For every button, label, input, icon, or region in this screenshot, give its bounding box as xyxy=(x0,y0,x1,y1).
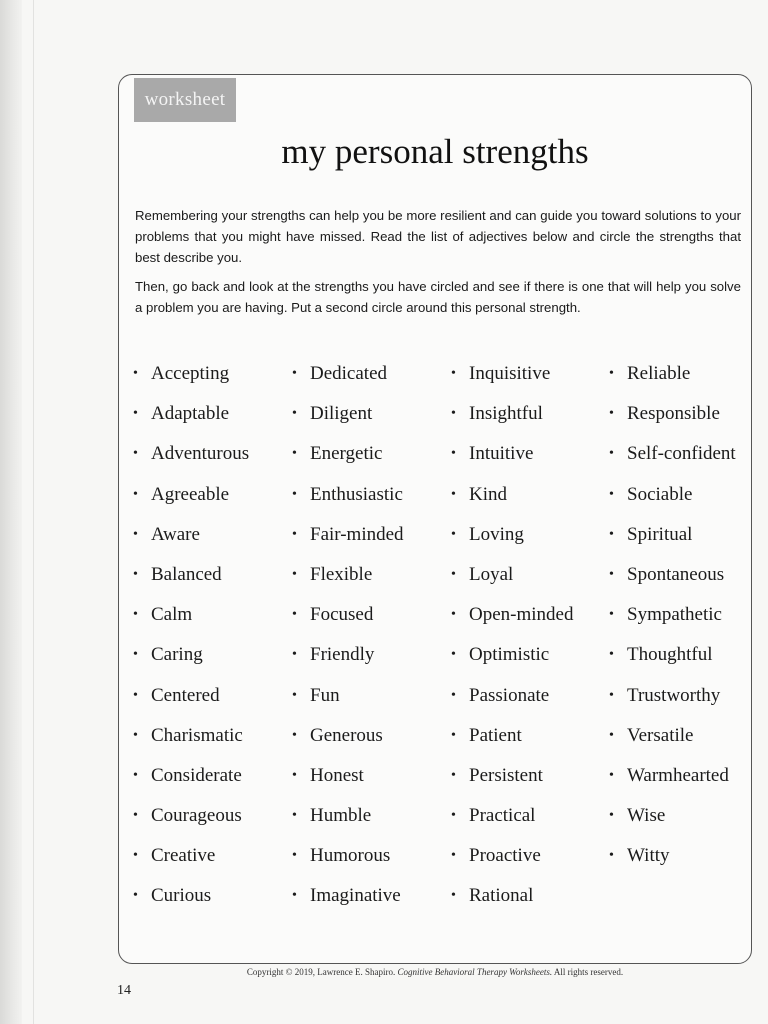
bullet-icon: • xyxy=(292,727,297,743)
strength-item xyxy=(292,682,452,722)
strength-item xyxy=(292,882,452,922)
strength-item xyxy=(451,521,611,561)
strength-label: Humble xyxy=(310,805,372,827)
bullet-icon: • xyxy=(609,607,614,623)
bullet-icon: • xyxy=(133,848,138,864)
bullet-icon: • xyxy=(451,727,456,743)
strength-item xyxy=(609,561,768,601)
strength-item xyxy=(133,561,293,601)
bullet-icon: • xyxy=(133,767,138,783)
strength-item xyxy=(451,601,611,641)
strengths-column-1 xyxy=(133,360,293,923)
bullet-icon: • xyxy=(133,647,138,663)
strength-item xyxy=(133,481,293,521)
strength-label: Humorous xyxy=(310,845,391,867)
bullet-icon: • xyxy=(451,366,456,381)
strength-item xyxy=(609,440,768,480)
strength-label: Warmhearted xyxy=(627,764,729,786)
strength-label: Persistent xyxy=(469,764,543,786)
bullet-icon: • xyxy=(133,406,138,422)
strength-label: Friendly xyxy=(310,644,375,666)
strength-label: Accepting xyxy=(151,363,230,384)
strength-label: Wise xyxy=(627,805,666,827)
strength-item xyxy=(292,722,452,762)
instructions-paragraph-2: Then, go back and look at the strengths you have circled and see if there is one that will help you solve a problem you are having. Put a second circle around this personal strength. xyxy=(135,279,741,315)
strengths-column-2 xyxy=(292,360,452,923)
strength-item xyxy=(292,561,452,601)
bullet-icon: • xyxy=(609,446,614,462)
bullet-icon: • xyxy=(609,687,614,703)
strength-label: Passionate xyxy=(469,684,550,706)
strength-label: Practical xyxy=(469,805,536,827)
strength-item xyxy=(609,682,768,722)
strength-item xyxy=(451,762,611,802)
strength-label: Charismatic xyxy=(151,724,243,746)
strength-item xyxy=(133,360,293,400)
bullet-icon: • xyxy=(133,727,138,743)
strength-item xyxy=(292,481,452,521)
strength-label: Thoughtful xyxy=(627,644,713,666)
strength-item xyxy=(133,440,293,480)
copyright-prefix: Copyright © 2019, Lawrence E. Shapiro. xyxy=(246,967,398,977)
strength-item xyxy=(292,802,452,842)
strength-item xyxy=(451,400,611,440)
strength-item xyxy=(451,360,611,400)
strength-label: Agreeable xyxy=(151,483,230,505)
strength-label: Flexible xyxy=(310,563,373,585)
strength-label: Sociable xyxy=(627,483,693,505)
strength-label: Creative xyxy=(151,845,216,867)
strength-item xyxy=(133,722,293,762)
bullet-icon: • xyxy=(609,486,614,502)
bullet-icon: • xyxy=(451,446,456,462)
strength-label: Insightful xyxy=(469,403,543,425)
worksheet-tag: worksheet xyxy=(134,78,236,122)
bullet-icon: • xyxy=(292,526,297,542)
bullet-icon: • xyxy=(451,566,456,582)
strength-label: Open-minded xyxy=(469,604,574,626)
bullet-icon: • xyxy=(133,607,138,623)
strength-label: Generous xyxy=(310,724,383,746)
instructions-paragraph-1: Remembering your strengths can help you be more resilient and can guide you toward solutions to your problems that you might have missed. Read the list of adjectives below and circle the strengths that best describe you. xyxy=(135,208,741,265)
strength-item xyxy=(609,802,768,842)
copyright-footer xyxy=(118,967,752,977)
strength-label: Optimistic xyxy=(469,644,550,666)
strength-label: Witty xyxy=(627,845,670,867)
strength-item xyxy=(133,762,293,802)
strength-item xyxy=(133,641,293,681)
strength-label: Loving xyxy=(469,523,524,545)
bullet-icon: • xyxy=(609,767,614,783)
bullet-icon: • xyxy=(292,767,297,783)
strengths-column-4 xyxy=(609,360,768,882)
strength-label: Spiritual xyxy=(627,523,693,545)
bullet-icon: • xyxy=(133,446,138,462)
strength-item xyxy=(133,842,293,882)
bullet-icon: • xyxy=(451,486,456,502)
bullet-icon: • xyxy=(451,526,456,542)
strength-item xyxy=(451,481,611,521)
bullet-icon: • xyxy=(292,486,297,502)
bullet-icon: • xyxy=(292,446,297,462)
strength-label: Balanced xyxy=(151,563,222,585)
strength-label: Energetic xyxy=(310,443,383,465)
strength-item xyxy=(292,521,452,561)
strength-item xyxy=(451,682,611,722)
strength-item xyxy=(609,722,768,762)
bullet-icon: • xyxy=(609,808,614,824)
strength-label: Proactive xyxy=(469,845,541,867)
bullet-icon: • xyxy=(609,727,614,743)
strength-label: Kind xyxy=(469,483,507,505)
bullet-icon: • xyxy=(609,526,614,542)
bullet-icon: • xyxy=(133,486,138,502)
strength-item xyxy=(609,641,768,681)
bullet-icon: • xyxy=(292,607,297,623)
bullet-icon: • xyxy=(292,566,297,582)
strength-label: Spontaneous xyxy=(627,563,725,585)
page-title: my personal strengths xyxy=(281,132,589,171)
bullet-icon: • xyxy=(133,526,138,542)
bullet-icon: • xyxy=(133,566,138,582)
strength-label: Sympathetic xyxy=(627,604,722,626)
bullet-icon: • xyxy=(292,808,297,824)
strength-label: Focused xyxy=(310,604,374,626)
bullet-icon: • xyxy=(451,848,456,864)
strength-label: Imaginative xyxy=(310,885,401,907)
bullet-icon: • xyxy=(292,888,297,904)
strength-label: Self-confident xyxy=(627,443,736,465)
strength-item xyxy=(133,802,293,842)
bullet-icon: • xyxy=(451,647,456,663)
strength-item xyxy=(292,842,452,882)
strength-item xyxy=(609,601,768,641)
bullet-icon: • xyxy=(609,566,614,582)
strength-item xyxy=(451,722,611,762)
bullet-icon: • xyxy=(451,406,456,422)
bullet-icon: • xyxy=(451,808,456,824)
bullet-icon: • xyxy=(292,848,297,864)
strength-item xyxy=(609,400,768,440)
strength-label: Adaptable xyxy=(151,403,230,425)
strength-label: Curious xyxy=(151,885,212,907)
bullet-icon: • xyxy=(451,607,456,623)
bullet-icon: • xyxy=(609,366,614,381)
bullet-icon: • xyxy=(609,848,614,864)
copyright-book-title: Cognitive Behavioral Therapy Worksheets. xyxy=(397,967,553,977)
strength-item xyxy=(609,521,768,561)
copyright-suffix: All rights reserved. xyxy=(552,967,624,977)
strength-label: Considerate xyxy=(151,764,242,786)
strength-label: Intuitive xyxy=(469,443,534,465)
bullet-icon: • xyxy=(292,406,297,422)
strength-label: Aware xyxy=(151,523,200,545)
strength-item xyxy=(609,842,768,882)
bullet-icon: • xyxy=(133,808,138,824)
strength-item xyxy=(292,601,452,641)
bullet-icon: • xyxy=(292,687,297,703)
bullet-icon: • xyxy=(451,687,456,703)
strength-item xyxy=(292,641,452,681)
strength-label: Enthusiastic xyxy=(310,483,403,505)
strength-label: Patient xyxy=(469,724,522,746)
strength-item xyxy=(451,440,611,480)
strength-label: Inquisitive xyxy=(469,363,551,384)
strength-item xyxy=(133,601,293,641)
strength-label: Fair-minded xyxy=(310,523,404,545)
strength-label: Rational xyxy=(469,885,534,907)
strength-label: Calm xyxy=(151,604,193,626)
strength-label: Caring xyxy=(151,644,203,666)
bullet-icon: • xyxy=(292,366,297,381)
bullet-icon: • xyxy=(451,888,456,904)
strength-label: Centered xyxy=(151,684,220,706)
strength-label: Fun xyxy=(310,684,340,706)
strength-item xyxy=(133,521,293,561)
bullet-icon: • xyxy=(133,888,138,904)
strength-label: Diligent xyxy=(310,403,373,425)
strength-label: Versatile xyxy=(627,724,694,746)
bullet-icon: • xyxy=(609,406,614,422)
strength-label: Courageous xyxy=(151,805,242,827)
strength-label: Reliable xyxy=(627,363,691,384)
strength-item xyxy=(133,882,293,922)
strength-item xyxy=(292,400,452,440)
strength-item xyxy=(609,481,768,521)
bullet-icon: • xyxy=(133,687,138,703)
bullet-icon: • xyxy=(609,647,614,663)
strength-label: Adventurous xyxy=(151,443,250,465)
strength-label: Trustworthy xyxy=(627,684,721,706)
strength-item xyxy=(292,440,452,480)
strength-label: Honest xyxy=(310,764,364,786)
strength-item xyxy=(451,842,611,882)
strength-label: Loyal xyxy=(469,563,514,585)
page-binding-edge xyxy=(0,0,22,1024)
strength-label: Dedicated xyxy=(310,363,388,384)
bullet-icon: • xyxy=(133,366,138,381)
page-fold-line xyxy=(33,0,34,1024)
bullet-icon: • xyxy=(451,767,456,783)
strength-item xyxy=(133,400,293,440)
strengths-column-3 xyxy=(451,360,611,923)
strength-item xyxy=(451,802,611,842)
strength-item xyxy=(292,762,452,802)
strength-item xyxy=(609,762,768,802)
bullet-icon: • xyxy=(292,647,297,663)
strength-item xyxy=(451,882,611,922)
strength-item xyxy=(133,682,293,722)
page-number: 14 xyxy=(117,983,131,998)
strength-item xyxy=(451,561,611,601)
strength-item xyxy=(292,360,452,400)
strength-item xyxy=(451,641,611,681)
strength-label: Responsible xyxy=(627,403,720,425)
strength-item xyxy=(609,360,768,400)
